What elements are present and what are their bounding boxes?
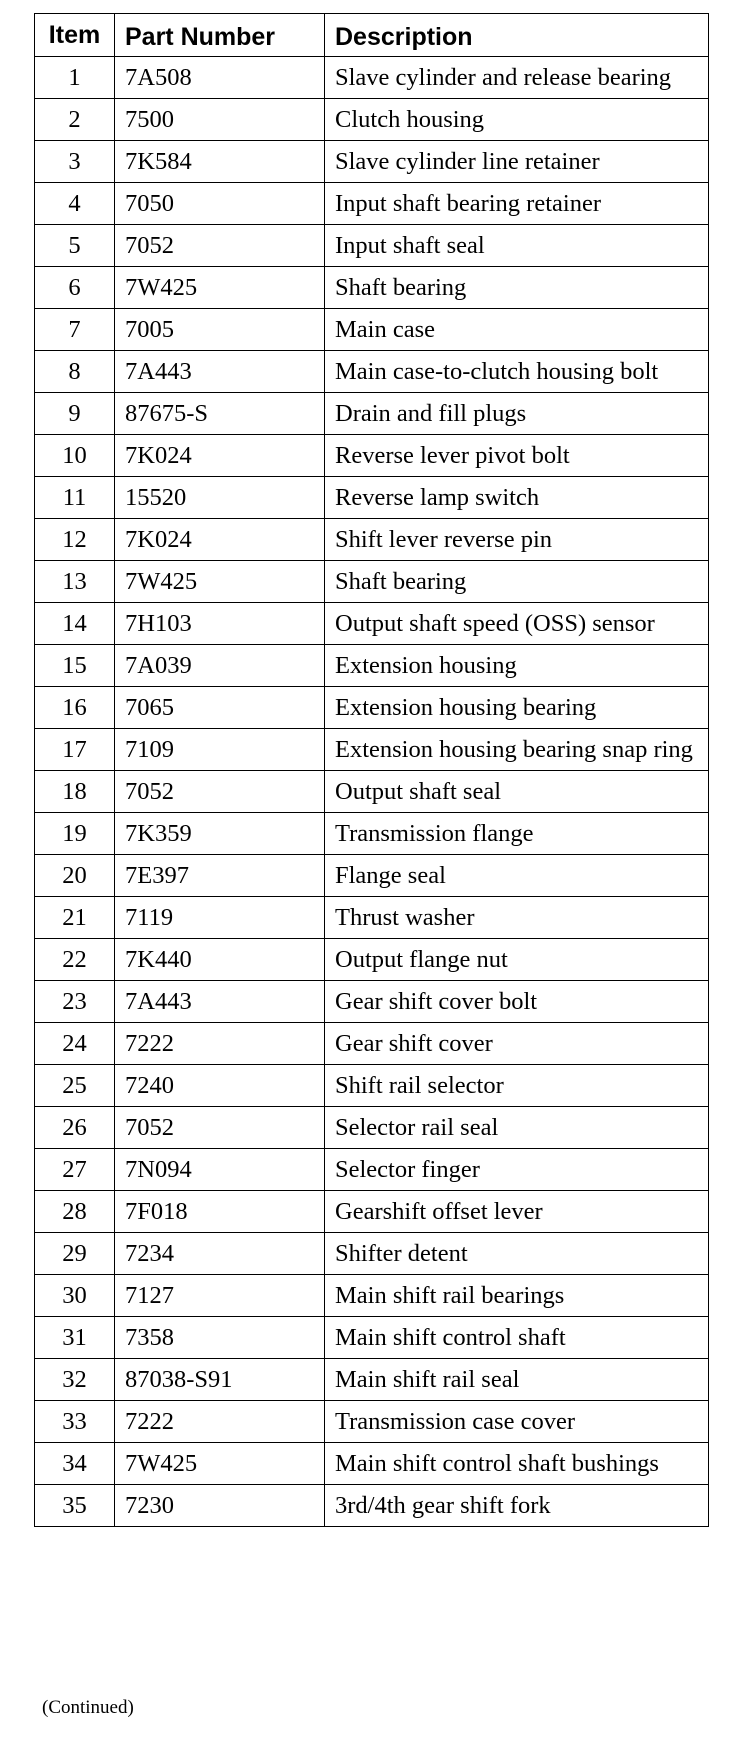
cell-item-number: 35 xyxy=(35,1485,115,1527)
cell-item-number: 32 xyxy=(35,1359,115,1401)
cell-part-number: 7005 xyxy=(115,309,325,351)
cell-description: Gear shift cover xyxy=(325,1023,709,1065)
cell-description: Output shaft seal xyxy=(325,771,709,813)
cell-description: Gearshift offset lever xyxy=(325,1191,709,1233)
table-row xyxy=(35,519,709,561)
cell-description: Input shaft seal xyxy=(325,225,709,267)
cell-description: Main shift rail seal xyxy=(325,1359,709,1401)
cell-description: Shift rail selector xyxy=(325,1065,709,1107)
cell-item-number: 33 xyxy=(35,1401,115,1443)
cell-part-number: 7052 xyxy=(115,771,325,813)
cell-item-number: 12 xyxy=(35,519,115,561)
table-row xyxy=(35,183,709,225)
table-row xyxy=(35,57,709,99)
cell-part-number: 7W425 xyxy=(115,267,325,309)
cell-item-number: 25 xyxy=(35,1065,115,1107)
table-row xyxy=(35,1107,709,1149)
header-item: Item xyxy=(35,14,115,57)
cell-part-number: 7358 xyxy=(115,1317,325,1359)
table-row xyxy=(35,99,709,141)
cell-item-number: 6 xyxy=(35,267,115,309)
table-row xyxy=(35,1191,709,1233)
cell-description: Flange seal xyxy=(325,855,709,897)
table-row xyxy=(35,1359,709,1401)
cell-part-number: 15520 xyxy=(115,477,325,519)
header-part-number: Part Number xyxy=(115,14,325,57)
cell-description: Reverse lamp switch xyxy=(325,477,709,519)
cell-item-number: 26 xyxy=(35,1107,115,1149)
cell-part-number: 7119 xyxy=(115,897,325,939)
cell-part-number: 87675-S xyxy=(115,393,325,435)
parts-table xyxy=(34,13,709,1527)
cell-item-number: 22 xyxy=(35,939,115,981)
cell-description: Slave cylinder line retainer xyxy=(325,141,709,183)
table-row xyxy=(35,687,709,729)
cell-item-number: 8 xyxy=(35,351,115,393)
table-row xyxy=(35,855,709,897)
cell-part-number: 7K359 xyxy=(115,813,325,855)
cell-item-number: 5 xyxy=(35,225,115,267)
cell-item-number: 19 xyxy=(35,813,115,855)
cell-item-number: 4 xyxy=(35,183,115,225)
table-row xyxy=(35,1485,709,1527)
table-row xyxy=(35,771,709,813)
cell-item-number: 31 xyxy=(35,1317,115,1359)
cell-description: Extension housing xyxy=(325,645,709,687)
cell-description: Main case-to-clutch housing bolt xyxy=(325,351,709,393)
cell-description: Selector finger xyxy=(325,1149,709,1191)
cell-description: Extension housing bearing xyxy=(325,687,709,729)
cell-part-number: 7052 xyxy=(115,1107,325,1149)
cell-description: Transmission case cover xyxy=(325,1401,709,1443)
cell-part-number: 7H103 xyxy=(115,603,325,645)
table-row xyxy=(35,225,709,267)
cell-item-number: 28 xyxy=(35,1191,115,1233)
table-row xyxy=(35,477,709,519)
cell-description: Main shift control shaft xyxy=(325,1317,709,1359)
cell-part-number: 7A508 xyxy=(115,57,325,99)
cell-item-number: 15 xyxy=(35,645,115,687)
table-row xyxy=(35,1065,709,1107)
table-row xyxy=(35,561,709,603)
table-row xyxy=(35,351,709,393)
cell-part-number: 7500 xyxy=(115,99,325,141)
cell-part-number: 7109 xyxy=(115,729,325,771)
cell-description: Clutch housing xyxy=(325,99,709,141)
cell-part-number: 7240 xyxy=(115,1065,325,1107)
cell-part-number: 7W425 xyxy=(115,561,325,603)
cell-part-number: 7050 xyxy=(115,183,325,225)
cell-item-number: 30 xyxy=(35,1275,115,1317)
cell-part-number: 7K440 xyxy=(115,939,325,981)
cell-description: Shifter detent xyxy=(325,1233,709,1275)
cell-item-number: 3 xyxy=(35,141,115,183)
table-row xyxy=(35,1233,709,1275)
table-row xyxy=(35,435,709,477)
cell-item-number: 24 xyxy=(35,1023,115,1065)
cell-part-number: 7222 xyxy=(115,1023,325,1065)
table-row xyxy=(35,1443,709,1485)
continued-note: (Continued) xyxy=(42,1697,134,1718)
cell-part-number: 87038-S91 xyxy=(115,1359,325,1401)
table-row xyxy=(35,939,709,981)
cell-item-number: 21 xyxy=(35,897,115,939)
table-body xyxy=(35,57,709,1527)
cell-description: Shaft bearing xyxy=(325,267,709,309)
cell-description: Shift lever reverse pin xyxy=(325,519,709,561)
table-row xyxy=(35,141,709,183)
cell-description: Gear shift cover bolt xyxy=(325,981,709,1023)
cell-item-number: 10 xyxy=(35,435,115,477)
cell-part-number: 7127 xyxy=(115,1275,325,1317)
cell-part-number: 7A443 xyxy=(115,981,325,1023)
cell-item-number: 29 xyxy=(35,1233,115,1275)
cell-description: Extension housing bearing snap ring xyxy=(325,729,709,771)
cell-item-number: 20 xyxy=(35,855,115,897)
table-row xyxy=(35,309,709,351)
table-row xyxy=(35,1275,709,1317)
table-row xyxy=(35,897,709,939)
cell-item-number: 18 xyxy=(35,771,115,813)
cell-part-number: 7222 xyxy=(115,1401,325,1443)
cell-item-number: 14 xyxy=(35,603,115,645)
cell-item-number: 1 xyxy=(35,57,115,99)
cell-item-number: 17 xyxy=(35,729,115,771)
cell-part-number: 7A039 xyxy=(115,645,325,687)
cell-description: Slave cylinder and release bearing xyxy=(325,57,709,99)
cell-item-number: 11 xyxy=(35,477,115,519)
table-row xyxy=(35,267,709,309)
table-row xyxy=(35,1317,709,1359)
cell-item-number: 7 xyxy=(35,309,115,351)
cell-description: Reverse lever pivot bolt xyxy=(325,435,709,477)
cell-part-number: 7N094 xyxy=(115,1149,325,1191)
cell-part-number: 7K024 xyxy=(115,435,325,477)
table-row xyxy=(35,729,709,771)
cell-description: Input shaft bearing retainer xyxy=(325,183,709,225)
cell-description: Shaft bearing xyxy=(325,561,709,603)
cell-description: Output flange nut xyxy=(325,939,709,981)
cell-part-number: 7A443 xyxy=(115,351,325,393)
cell-item-number: 34 xyxy=(35,1443,115,1485)
cell-item-number: 9 xyxy=(35,393,115,435)
cell-description: Thrust washer xyxy=(325,897,709,939)
header-description: Description xyxy=(325,14,709,57)
table-row xyxy=(35,1149,709,1191)
cell-description: Drain and fill plugs xyxy=(325,393,709,435)
cell-part-number: 7065 xyxy=(115,687,325,729)
table-header-row xyxy=(35,14,709,57)
table-row xyxy=(35,1401,709,1443)
cell-item-number: 13 xyxy=(35,561,115,603)
cell-part-number: 7F018 xyxy=(115,1191,325,1233)
cell-part-number: 7K584 xyxy=(115,141,325,183)
table-row xyxy=(35,1023,709,1065)
cell-item-number: 16 xyxy=(35,687,115,729)
table-row xyxy=(35,393,709,435)
cell-item-number: 2 xyxy=(35,99,115,141)
cell-description: Transmission flange xyxy=(325,813,709,855)
cell-part-number: 7E397 xyxy=(115,855,325,897)
table-row xyxy=(35,813,709,855)
cell-description: Output shaft speed (OSS) sensor xyxy=(325,603,709,645)
cell-description: Main case xyxy=(325,309,709,351)
cell-part-number: 7234 xyxy=(115,1233,325,1275)
table-row xyxy=(35,645,709,687)
cell-description: 3rd/4th gear shift fork xyxy=(325,1485,709,1527)
cell-description: Main shift rail bearings xyxy=(325,1275,709,1317)
table-row xyxy=(35,603,709,645)
cell-description: Main shift control shaft bushings xyxy=(325,1443,709,1485)
cell-item-number: 27 xyxy=(35,1149,115,1191)
cell-part-number: 7052 xyxy=(115,225,325,267)
table-row xyxy=(35,981,709,1023)
cell-part-number: 7W425 xyxy=(115,1443,325,1485)
cell-description: Selector rail seal xyxy=(325,1107,709,1149)
cell-part-number: 7K024 xyxy=(115,519,325,561)
cell-part-number: 7230 xyxy=(115,1485,325,1527)
cell-item-number: 23 xyxy=(35,981,115,1023)
